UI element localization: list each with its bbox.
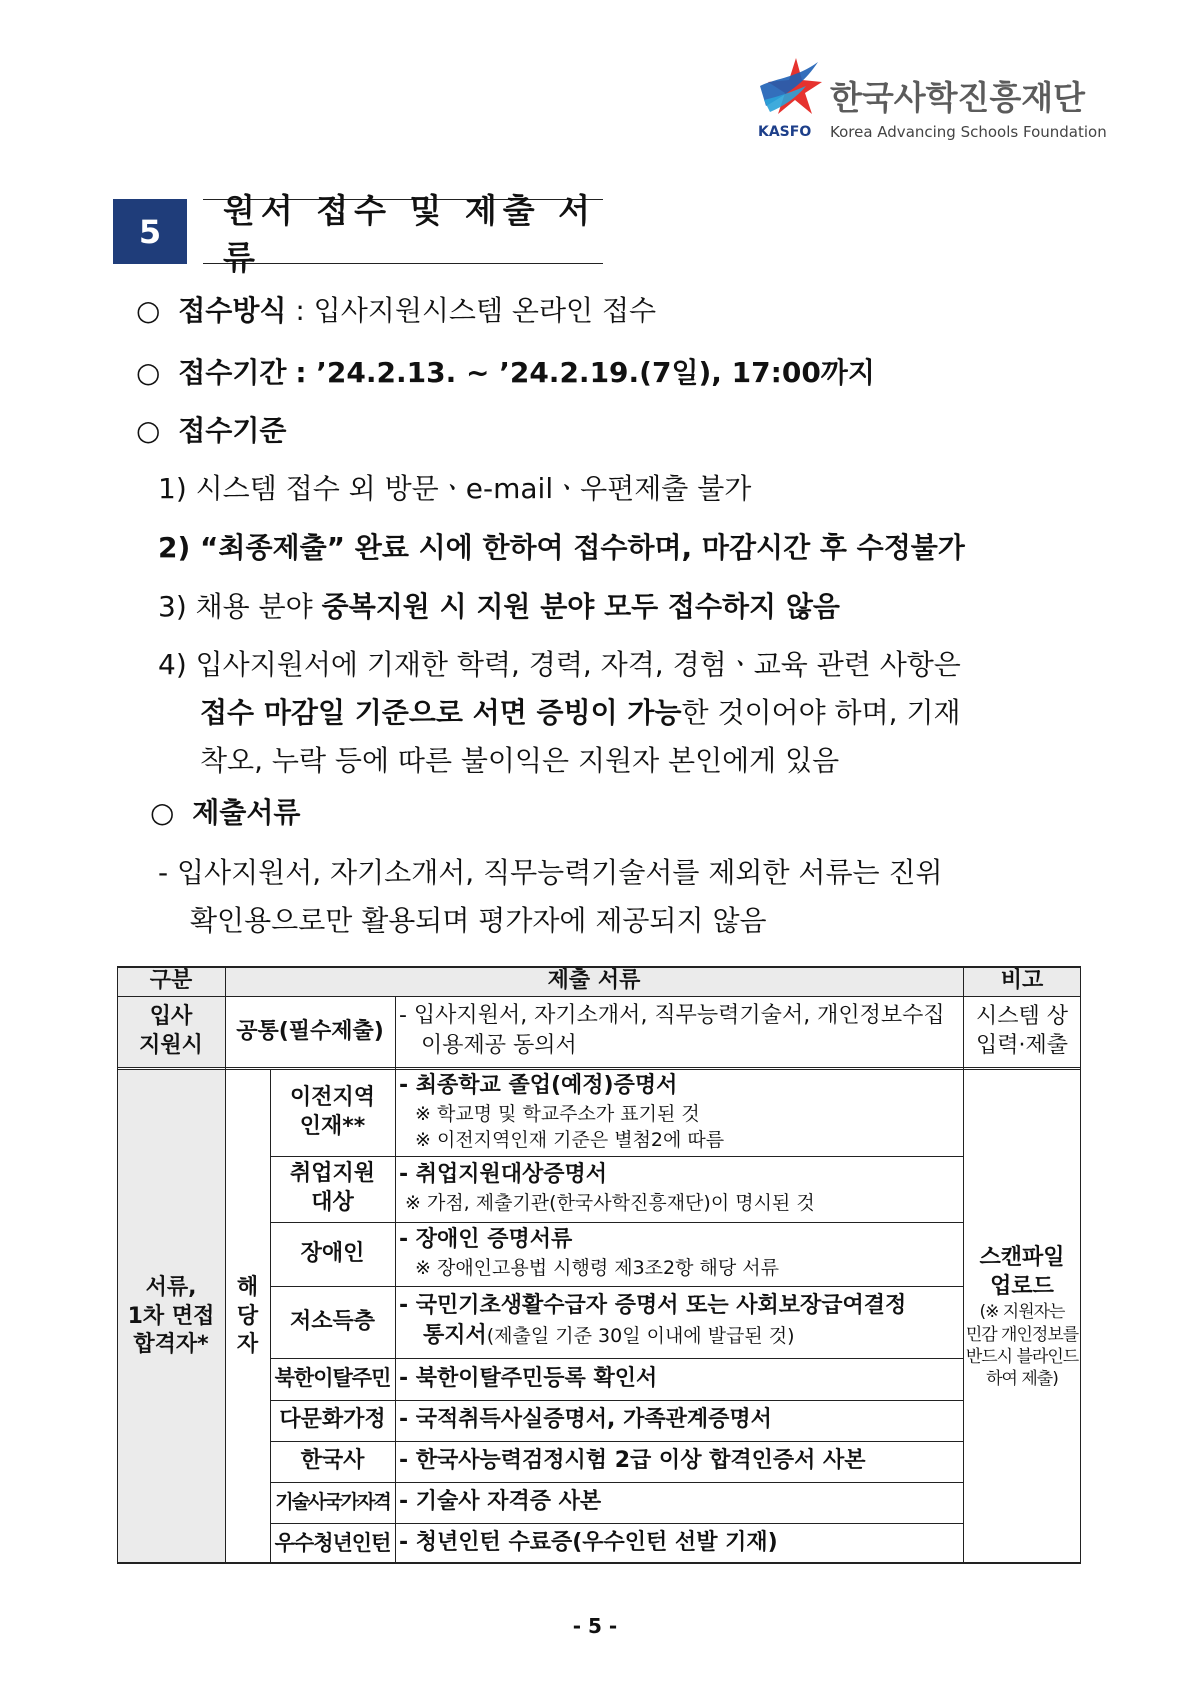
bullet-icon: ○	[136, 414, 179, 447]
docs-line-2: 확인용으로만 활용되며 평가자에 제공되지 않음	[190, 904, 767, 937]
passers-group	[117, 1070, 225, 1564]
table-group-divider	[117, 1067, 1081, 1070]
remark-title-line1: 스캔파일	[979, 1245, 1065, 1271]
type-employment-support	[270, 1156, 395, 1222]
common-remark-line2: 입력·제출	[975, 1033, 1068, 1058]
logo-abbreviation: KASFO	[758, 124, 812, 140]
header-remarks: 비고	[963, 966, 1081, 996]
type-korean-history: 한국사	[300, 1448, 365, 1474]
common-type: 공통(필수제출)	[236, 1018, 384, 1044]
applicable-column	[225, 1070, 270, 1564]
table-border-top	[117, 966, 1081, 968]
section-number: 5	[113, 199, 187, 264]
doc-low-income-rest: (제출일 기준 30일 이내에 발급된 것)	[486, 1325, 795, 1347]
row-divider-7	[270, 1482, 963, 1483]
applicable-char-2: 당	[236, 1303, 259, 1329]
type-engineer-license: 기술사국가자격	[275, 1491, 390, 1514]
common-doc-line2: 이용제공 동의서	[421, 1033, 577, 1058]
page-number: - 5 -	[572, 1614, 618, 1638]
type-relocated-talent-line1: 이전지역	[289, 1085, 375, 1111]
criteria-item-4-rest: 한 것이어야 하며, 기재	[681, 696, 961, 729]
docs-line	[150, 796, 300, 830]
passers-group-line2: 1차 면접	[127, 1303, 215, 1329]
table-header-divider	[117, 996, 1081, 997]
period-value: : ’24.2.13. ~ ’24.2.19.(7일), 17:00까지	[295, 356, 875, 389]
criteria-item-2: 2) “최종제출” 완료 시에 한하여 접수하며, 마감시간 후 수정불가	[158, 531, 965, 564]
type-employment-support-line2: 대상	[311, 1190, 354, 1215]
foundation-logo	[758, 56, 1107, 141]
type-intern: 우수청년인턴	[274, 1530, 391, 1555]
common-group-line2: 지원시	[139, 1033, 203, 1058]
table-border-bottom	[117, 1562, 1081, 1564]
criteria-item-1: 1) 시스템 접수 외 방문ㆍe-mailㆍ우편제출 불가	[158, 472, 752, 505]
remark-note-line2: 민감 개인정보를	[965, 1324, 1079, 1345]
doc-engineer-license: - 기술사 자격증 사본	[399, 1489, 602, 1514]
doc-employment-support-note: ※ 가점, 제출기관(한국사학진흥재단)이 명시된 것	[405, 1192, 815, 1214]
common-group	[117, 996, 225, 1068]
passers-group-line1: 서류,	[145, 1275, 197, 1301]
type-disabled: 장애인	[300, 1240, 365, 1266]
type-employment-support-line1: 취업지원	[289, 1161, 375, 1187]
doc-disabled: - 장애인 증명서류	[399, 1227, 573, 1252]
doc-disabled-note: ※ 장애인고용법 시행령 제3조2항 해당 서류	[415, 1257, 779, 1279]
bullet-icon: ○	[136, 294, 179, 327]
table-border-right	[1080, 966, 1081, 1564]
method-value: : 입사지원시스템 온라인 접수	[295, 294, 657, 327]
doc-graduation: - 최종학교 졸업(예정)증명서	[399, 1073, 678, 1098]
col-divider-3	[395, 996, 396, 1564]
criteria-item-4-bold: 접수 마감일 기준으로 서면 증빙이 가능	[200, 696, 682, 729]
docs-label: 제출서류	[192, 796, 301, 829]
type-relocated-talent-line2: 인재**	[299, 1114, 366, 1139]
row-divider-6	[270, 1441, 963, 1442]
type-low-income: 저소득층	[289, 1308, 375, 1334]
common-group-line1: 입사	[149, 1004, 193, 1030]
doc-low-income-bold: 통지서	[423, 1323, 487, 1348]
doc-employment-support: - 취업지원대상증명서	[399, 1162, 608, 1187]
col-divider-4	[963, 966, 964, 1564]
criteria-item-4-line2	[200, 696, 961, 730]
documents-table	[117, 966, 1081, 1564]
doc-low-income-line1: - 국민기초생활수급자 증명서 또는 사회보장급여결정	[399, 1293, 907, 1318]
criteria-label: 접수기준	[178, 414, 287, 447]
common-remark	[963, 996, 1081, 1068]
common-remark-line1: 시스템 상	[975, 1004, 1068, 1030]
criteria-item-3-bold: 중복지원 시 지원 분야 모두 접수하지 않음	[321, 590, 840, 623]
col-divider-1	[225, 966, 226, 1564]
criteria-item-3	[158, 590, 840, 624]
header-category: 구분	[117, 966, 225, 996]
logo-english-name: Korea Advancing Schools Foundation	[830, 123, 1107, 141]
remark-title-line2: 업로드	[990, 1273, 1054, 1299]
doc-graduation-note2: ※ 이전지역인재 기준은 별첨2에 따름	[415, 1129, 725, 1151]
method-line	[136, 294, 656, 328]
type-defector: 북한이탈주민	[274, 1366, 391, 1391]
period-label: 접수기간	[178, 356, 287, 389]
doc-low-income-line2	[423, 1322, 795, 1351]
row-divider-4	[270, 1358, 963, 1359]
period-line	[136, 356, 875, 390]
type-multicultural: 다문화가정	[279, 1407, 386, 1433]
applicable-char-1: 해	[236, 1275, 259, 1301]
header-documents: 제출 서류	[225, 966, 963, 996]
star-logo-icon	[758, 56, 822, 118]
method-label: 접수방식	[178, 294, 287, 327]
bullet-icon: ○	[150, 796, 193, 829]
doc-multicultural: - 국적취득사실증명서, 가족관계증명서	[399, 1407, 772, 1432]
row-divider-3	[270, 1286, 963, 1287]
criteria-item-4-line3: 착오, 누락 등에 따른 불이익은 지원자 본인에게 있음	[200, 744, 840, 777]
passers-group-line3: 합격자*	[133, 1332, 209, 1358]
bullet-icon: ○	[136, 356, 179, 389]
doc-graduation-note1: ※ 학교명 및 학교주소가 표기된 것	[415, 1103, 700, 1125]
applicable-char-3: 자	[236, 1332, 259, 1358]
logo-korean-name: 한국사학진흥재단	[830, 78, 1086, 117]
remark-note-line3: 반드시 블라인드	[965, 1346, 1079, 1367]
doc-intern: - 청년인턴 수료증(우수인턴 선발 기재)	[399, 1530, 778, 1555]
criteria-item-3-text: 3) 채용 분야	[158, 590, 322, 623]
row-divider-8	[270, 1523, 963, 1524]
row-divider-5	[270, 1400, 963, 1401]
remark-note-line4: 하여 제출)	[986, 1368, 1058, 1389]
row-divider-2	[270, 1222, 963, 1223]
type-relocated-talent	[270, 1070, 395, 1156]
common-doc-line1: - 입사지원서, 자기소개서, 직무능력기술서, 개인정보수집	[399, 1003, 945, 1028]
passers-remark	[963, 1070, 1081, 1564]
section-title: 원서 접수 및 제출 서류	[203, 199, 603, 264]
col-divider-2	[270, 1070, 271, 1564]
criteria-item-4-line1: 4) 입사지원서에 기재한 학력, 경력, 자격, 경험ㆍ교육 관련 사항은	[158, 648, 961, 681]
row-divider-1	[270, 1156, 963, 1157]
criteria-line	[136, 414, 286, 448]
doc-defector: - 북한이탈주민등록 확인서	[399, 1366, 658, 1391]
remark-note-line1: (※ 지원자는	[979, 1302, 1065, 1323]
table-border-left	[117, 966, 118, 1564]
doc-korean-history: - 한국사능력검정시험 2급 이상 합격인증서 사본	[399, 1448, 866, 1473]
docs-line-1: - 입사지원서, 자기소개서, 직무능력기술서를 제외한 서류는 진위	[158, 856, 943, 889]
